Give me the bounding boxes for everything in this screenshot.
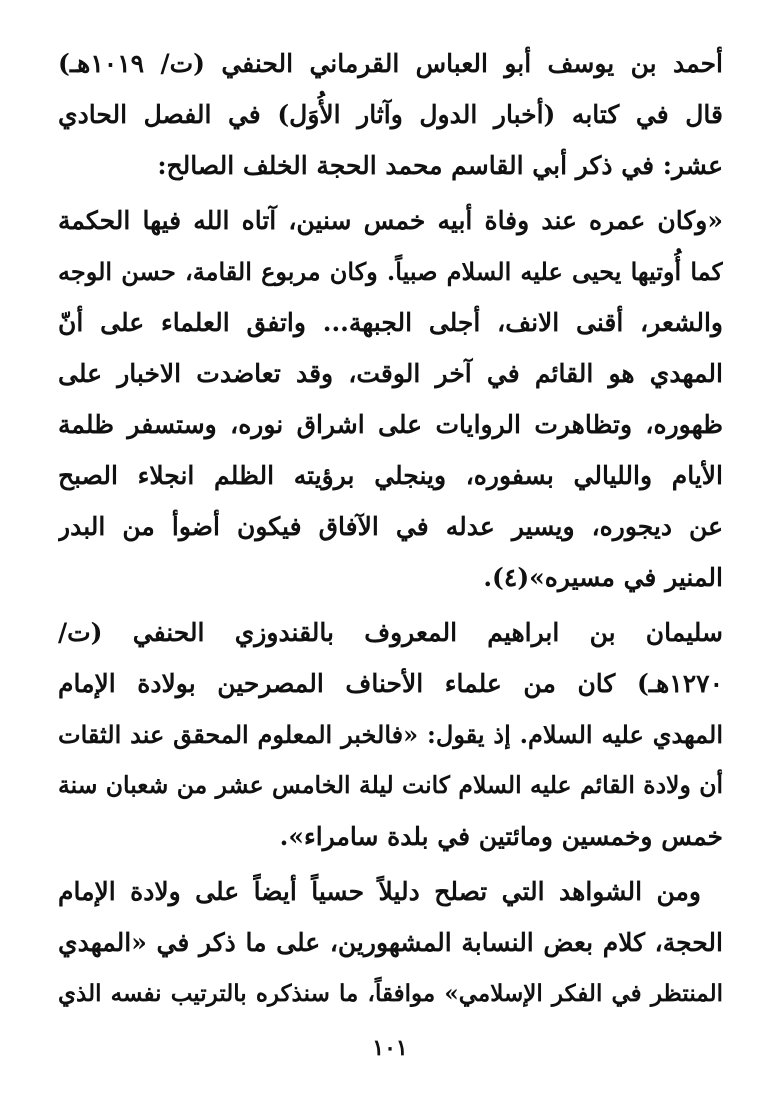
text-line: عن ديجوره، ويسير عدله في الآفاق فيكون أضوأ من البدر [58,512,723,541]
text-line: المنتظر في الفكر الإسلامي» موافقاً، ما سنذكره بالترتيب نفسه الذي [58,980,723,1007]
page-number: ١٠١ [372,1035,408,1061]
text-line: الأيام والليالي بسفوره، وينجلي برؤيته الظلم انجلاء الصبح [58,461,723,490]
paragraph-genealogists [58,866,723,1019]
text-line: ظهوره، وتظاهرت الروايات على اشراق نوره، وستسفر ظلمة [58,410,723,439]
text-line: المهدي هو القائم في آخر الوقت، وقد تعاضدت الاخبار على [58,359,723,388]
text-line: المهدي عليه السلام. إذ يقول: «فالخبر المعلوم المحقق عند الثقات [58,720,723,749]
text-line: والشعر، أقنى الانف، أجلى الجبهة... واتفق العلماء على أنّ [58,308,723,337]
text-line: أحمد بن يوسف أبو العباس القرماني الحنفي (ت/ ١٠١٩هـ) [58,49,723,78]
text-line: عشر: في ذكر أبي القاسم محمد الحجة الخلف الصالح: [157,151,723,180]
text-line: الحجة، كلام بعض النسابة المشهورين، على ما ذكر في «المهدي [58,928,723,957]
text-line: قال في كتابه (أخبار الدول وآثار الأُوَل) في الفصل الحادي [58,100,723,129]
paragraph-qarmani-intro [58,38,723,191]
text-line: سليمان بن ابراهيم المعروف بالقندوزي الحنفي (ت/ [58,618,723,647]
text-line: المنير في مسيره»(٤). [483,563,723,592]
text-line: ومن الشواهد التي تصلح دليلاً حسياً أيضاً على ولادة الإمام [58,877,701,906]
text-line: أن ولادة القائم عليه السلام كانت ليلة الخامس عشر من شعبان سنة [58,771,723,799]
text-line: كما أُوتيها يحيى عليه السلام صبياً. وكان مربوع القامة، حسن الوجه [58,257,723,286]
text-line: «وكان عمره عند وفاة أبيه خمس سنين، آتاه الله فيها الحكمة [58,206,723,235]
page-body [58,38,723,1019]
paragraph-qanduzi [58,607,723,862]
text-line: خمس وخمسين ومائتين في بلدة سامراء». [279,822,723,851]
paragraph-qarmani-quote [58,195,723,603]
text-line: ١٢٧٠هـ) كان من علماء الأحناف المصرحين بولادة الإمام [58,669,723,698]
